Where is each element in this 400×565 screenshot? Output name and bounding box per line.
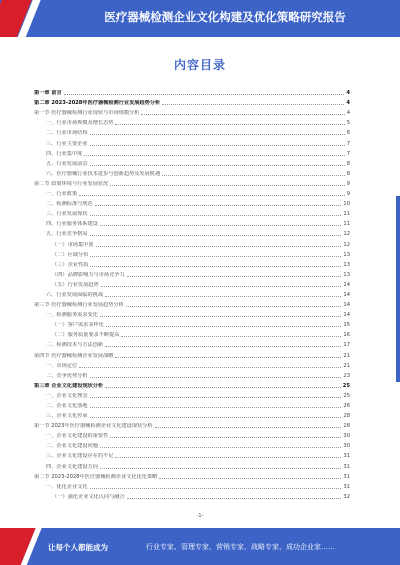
toc-entry[interactable] xyxy=(34,187,350,197)
toc-entry-page: 14 xyxy=(343,302,350,309)
toc-entry[interactable] xyxy=(34,308,350,318)
toc-entry-page: 12 xyxy=(343,231,350,238)
toc-leader-dots xyxy=(101,286,342,287)
toc-entry-label: 第二节 政策环境与行业发展状况 xyxy=(34,180,109,187)
toc-leader-dots xyxy=(106,326,342,327)
toc-leader-dots xyxy=(162,104,344,105)
toc-entry[interactable] xyxy=(34,328,350,338)
toc-entry[interactable] xyxy=(34,348,350,358)
toc-entry[interactable] xyxy=(34,439,350,449)
toc-leader-dots xyxy=(100,225,342,226)
toc-entry-page: 14 xyxy=(343,291,350,298)
toc-leader-dots xyxy=(121,336,341,337)
toc-entry[interactable] xyxy=(34,136,350,146)
toc-leader-dots xyxy=(105,346,341,347)
toc-entry[interactable] xyxy=(34,298,350,308)
header-banner xyxy=(0,0,400,37)
toc-leader-dots xyxy=(90,488,342,489)
toc-entry-label: （五）行业发展趋势 xyxy=(52,281,99,288)
toc-entry-label: 三、行业主要企业 xyxy=(46,140,88,147)
page-number: -1- xyxy=(196,513,204,519)
toc-leader-dots xyxy=(90,407,342,408)
toc-leader-dots xyxy=(115,124,344,125)
toc-leader-dots xyxy=(79,367,341,368)
toc-entry-page: 17 xyxy=(343,342,350,349)
toc-entry[interactable] xyxy=(34,449,350,459)
toc-entry-label: 一、企业文化理念 xyxy=(46,392,88,399)
toc-entry-label: 五、行业竞争格局 xyxy=(46,231,88,238)
toc-entry[interactable] xyxy=(34,177,350,187)
footer-slogan: 让每个人都能成为 xyxy=(48,543,108,552)
toc-leader-dots xyxy=(115,357,341,358)
toc-entry-label: 三、企业文化传承 xyxy=(46,413,88,420)
toc-entry-page: 9 xyxy=(346,191,350,198)
toc-entry-label: 五、行业发展前景 xyxy=(46,160,88,167)
toc-entry[interactable] xyxy=(34,429,350,439)
toc-entry-label: （一）客户需求多样化 xyxy=(52,322,104,329)
toc-leader-dots xyxy=(90,256,341,257)
toc-entry[interactable] xyxy=(34,409,350,419)
toc-entry-page: 21 xyxy=(343,362,350,369)
toc-entry-page: 28 xyxy=(343,423,350,430)
toc-leader-dots xyxy=(90,377,342,378)
toc-leader-dots xyxy=(90,165,345,166)
toc-entry-page: 7 xyxy=(346,140,350,147)
toc-entry-label: 二、检测技术与方法创新 xyxy=(46,342,104,349)
toc-entry-page: 10 xyxy=(343,201,350,208)
toc-leader-dots xyxy=(100,447,342,448)
toc-entry-page: 5 xyxy=(346,120,350,127)
toc-entry[interactable] xyxy=(34,399,350,409)
toc-entry[interactable] xyxy=(34,96,350,106)
toc-entry-label: 四、行业服务体系建设 xyxy=(46,221,98,228)
toc-entry-label: 一、行业市场规模及增长态势 xyxy=(46,120,114,127)
toc-entry[interactable] xyxy=(34,338,350,348)
toc-entry[interactable] xyxy=(34,207,350,217)
toc-entry-label: 二、企业文化落地 xyxy=(46,403,88,409)
toc-entry-label: 四、企业文化建设方向 xyxy=(46,463,98,470)
toc-entry-page: 23 xyxy=(343,372,350,379)
toc-entry[interactable] xyxy=(34,490,350,500)
toc-entry-page: 15 xyxy=(343,322,350,329)
toc-entry[interactable] xyxy=(34,157,350,167)
toc-entry-page: 14 xyxy=(343,312,350,319)
toc-leader-dots xyxy=(100,316,342,317)
toc-leader-dots xyxy=(96,246,342,247)
toc-entry[interactable] xyxy=(34,237,350,247)
toc-leader-dots xyxy=(90,145,345,146)
toc-entry-label: 第二节 2023-2028年医疗器械检测企业文化优化策略 xyxy=(34,473,158,480)
toc-entry-label: 六、医疗器械行业技术进步与创新趋势及发展机遇 xyxy=(46,170,161,177)
toc-entry[interactable] xyxy=(34,268,350,278)
toc-entry-label: 第四节 医疗器械检测企业发展战略 xyxy=(34,352,114,359)
toc-entry-label: （二）服务质量要求不断提高 xyxy=(52,332,120,339)
toc-entry-label: 一、检测服务需求变化 xyxy=(46,312,98,319)
toc-entry-label: 三、行业发展现状 xyxy=(46,211,88,218)
toc-entry-label: 二、企业文化建设问题 xyxy=(46,443,98,450)
toc-entry-label: 二、竞争优势分析 xyxy=(46,372,88,379)
toc-entry[interactable] xyxy=(34,278,350,288)
toc-entry-page: 11 xyxy=(343,211,350,218)
report-title: 医疗器械检测企业文化构建及优化策略研究报告 xyxy=(104,10,346,24)
toc-entry-label: 二、行业市场结构 xyxy=(46,130,88,137)
footer-banner xyxy=(0,528,400,565)
toc-entry-label: 第三章 企业文化建设现状分析 xyxy=(34,382,104,389)
toc-leader-dots xyxy=(84,155,344,156)
toc-entry-page: 8 xyxy=(346,160,350,167)
toc-entry[interactable] xyxy=(34,369,350,379)
toc-entry-label: 第三节 医疗器械检测行业发展趋势分析 xyxy=(34,302,124,309)
toc-entry[interactable] xyxy=(34,359,350,369)
toc-leader-dots xyxy=(105,296,341,297)
toc-leader-dots xyxy=(110,185,344,186)
toc-entry-page: 28 xyxy=(343,413,350,420)
toc-entry-label: 六、行业发展面临的挑战 xyxy=(46,291,104,298)
toc-entry[interactable] xyxy=(34,197,350,207)
toc-leader-dots xyxy=(105,387,341,388)
toc-entry-page: 30 xyxy=(343,433,350,440)
toc-entry-label: （一）强化企业文化认同与融合 xyxy=(52,493,125,500)
toc-entry-label: 第一章 前言 xyxy=(34,90,62,97)
toc-entry-page: 31 xyxy=(343,473,350,480)
toc-leader-dots xyxy=(90,215,342,216)
toc-entry[interactable] xyxy=(34,227,350,237)
toc-entry-page: 7 xyxy=(346,150,350,157)
toc-entry-label: 第二章 2023-2028年医疗器械检测行业发展趋势分析 xyxy=(34,100,161,107)
toc-leader-dots xyxy=(127,276,342,277)
table-of-contents xyxy=(34,86,350,500)
toc-entry-label: 四、行业集中度 xyxy=(46,150,83,157)
toc-entry-label: （三）企业性质 xyxy=(52,261,89,268)
toc-leader-dots xyxy=(115,457,341,458)
toc-leader-dots xyxy=(90,235,342,236)
toc-entry[interactable] xyxy=(34,318,350,328)
toc-entry-label: 一、优化企业文化 xyxy=(46,483,88,490)
toc-entry-label: 第一节 2023年医疗器械检测企业文化建设现状分析 xyxy=(34,423,153,430)
toc-entry-page: 13 xyxy=(343,271,350,278)
toc-entry-label: （二）区域分布 xyxy=(52,251,89,258)
toc-leader-dots xyxy=(90,266,341,267)
toc-entry-page: 13 xyxy=(343,261,350,268)
toc-entry-label: 一、行业政策 xyxy=(46,191,78,198)
toc-entry-page: 8 xyxy=(346,170,350,177)
toc-entry-page: 6 xyxy=(346,130,350,137)
toc-entry[interactable] xyxy=(34,480,350,490)
toc-entry-page: 4 xyxy=(346,100,350,107)
toc-entry-page: 4 xyxy=(346,90,350,97)
toc-entry-page: 14 xyxy=(343,281,350,288)
toc-entry[interactable] xyxy=(34,379,350,389)
toc-entry-page: 25 xyxy=(342,382,350,389)
side-accent-bar xyxy=(396,196,400,382)
toc-entry-page: 12 xyxy=(343,241,350,248)
toc-entry-page: 32 xyxy=(343,493,350,500)
toc-entry[interactable] xyxy=(34,126,350,136)
toc-entry-page: 31 xyxy=(343,453,350,460)
toc-leader-dots xyxy=(79,195,345,196)
toc-leader-dots xyxy=(155,427,342,428)
toc-leader-dots xyxy=(90,417,342,418)
toc-leader-dots xyxy=(90,397,342,398)
toc-leader-dots xyxy=(127,498,342,499)
toc-entry-page: 11 xyxy=(343,221,350,228)
toc-entry-label: 三、企业文化建设存在的不足 xyxy=(46,453,114,460)
toc-leader-dots xyxy=(95,205,342,206)
toc-leader-dots xyxy=(159,478,341,479)
toc-leader-dots xyxy=(64,94,345,95)
toc-entry[interactable] xyxy=(34,470,350,480)
toc-entry[interactable] xyxy=(34,217,350,227)
footer-audience: 行业专家、管理专家、营销专家、战略专家、成功企业家…… xyxy=(146,543,335,551)
toc-entry[interactable] xyxy=(34,86,350,96)
toc-entry[interactable] xyxy=(34,167,350,177)
toc-entry[interactable] xyxy=(34,389,350,399)
toc-entry[interactable] xyxy=(34,288,350,298)
toc-entry-label: （四）品牌影响力与市场竞争力 xyxy=(52,271,125,278)
toc-entry[interactable] xyxy=(34,116,350,126)
toc-leader-dots xyxy=(110,437,341,438)
toc-entry-label: 二、检测标准与规范 xyxy=(46,201,93,208)
toc-entry[interactable] xyxy=(34,248,350,258)
toc-leader-dots xyxy=(100,468,342,469)
toc-entry-label: 第一节 医疗器械检测行业现状与市场规模分析 xyxy=(34,110,140,117)
toc-entry-page: 16 xyxy=(343,332,350,339)
toc-entry-label: 一、市场定位 xyxy=(46,362,78,369)
toc-entry[interactable] xyxy=(34,419,350,429)
toc-entry-page: 31 xyxy=(343,483,350,490)
toc-leader-dots xyxy=(90,134,345,135)
toc-entry[interactable] xyxy=(34,258,350,268)
toc-entry[interactable] xyxy=(34,147,350,157)
toc-leader-dots xyxy=(141,114,344,115)
toc-leader-dots xyxy=(162,175,345,176)
toc-entry-page: 25 xyxy=(343,392,350,399)
toc-entry-page: 4 xyxy=(346,110,350,117)
toc-leader-dots xyxy=(126,306,342,307)
toc-entry-label: （一）市场集中度 xyxy=(52,241,94,248)
toc-entry[interactable] xyxy=(34,459,350,469)
toc-entry-page: 21 xyxy=(343,352,350,359)
toc-title: 内容目录 xyxy=(173,58,226,72)
toc-entry-page: 30 xyxy=(343,443,350,450)
toc-entry-label: 一、企业文化建设的重要性 xyxy=(46,433,109,440)
toc-entry[interactable] xyxy=(34,106,350,116)
toc-entry-page: 31 xyxy=(343,463,350,470)
toc-entry-page: 13 xyxy=(343,251,350,258)
toc-entry-page: 26 xyxy=(343,403,350,409)
toc-entry-page: 9 xyxy=(346,180,350,187)
